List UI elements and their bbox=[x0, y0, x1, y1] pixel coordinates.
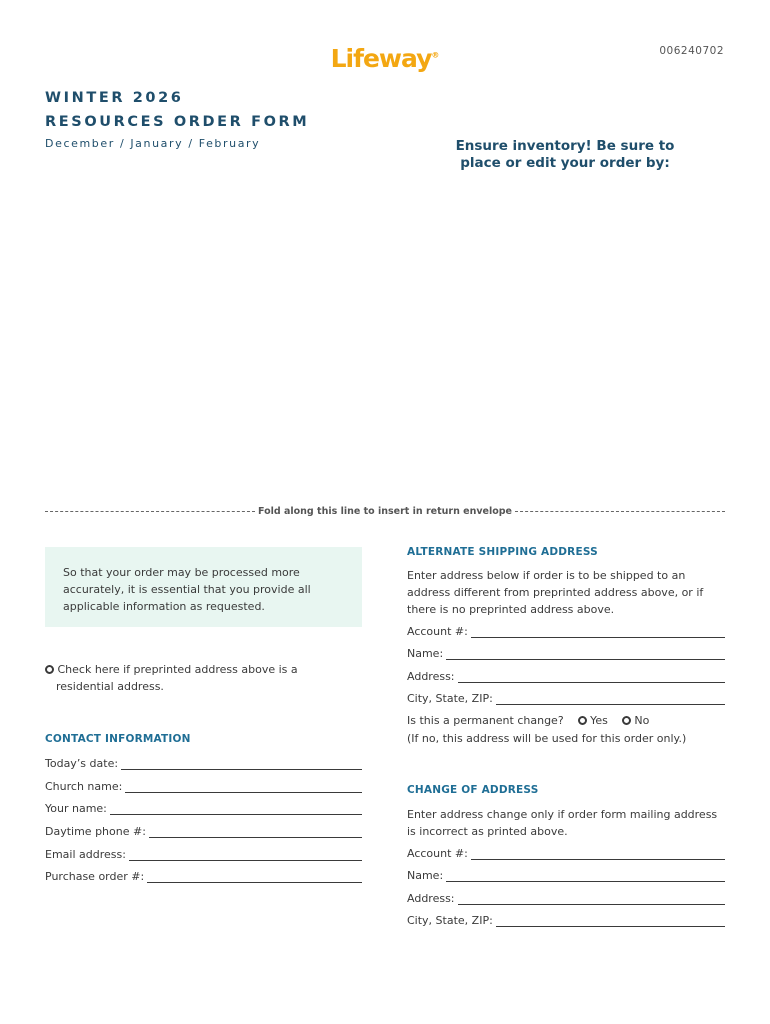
residential-label-line2: residential address. bbox=[56, 680, 164, 693]
alt-account-field[interactable]: Account #: bbox=[407, 622, 725, 638]
residential-radio-icon[interactable] bbox=[45, 665, 54, 674]
change-of-address-description: Enter address change only if order form mailing address is incorrect as printed above. bbox=[407, 808, 718, 838]
fold-instruction: Fold along this line to insert in return envelope bbox=[257, 506, 513, 517]
form-code: 006240702 bbox=[659, 45, 724, 57]
yes-label: Yes bbox=[590, 714, 608, 727]
change-city-state-zip-field[interactable]: City, State, ZIP: bbox=[407, 911, 725, 927]
your-name-field[interactable]: Your name: bbox=[45, 799, 362, 815]
todays-date-field[interactable]: Today’s date: bbox=[45, 754, 362, 770]
form-title-line1: WINTER 2026 bbox=[45, 90, 184, 106]
form-title-line2: RESOURCES ORDER FORM bbox=[45, 114, 310, 130]
alternate-shipping-heading: ALTERNATE SHIPPING ADDRESS bbox=[407, 546, 598, 558]
email-address-field[interactable]: Email address: bbox=[45, 845, 362, 861]
contact-fields bbox=[45, 754, 362, 883]
alternate-shipping-fields bbox=[407, 622, 725, 705]
contact-information-heading: CONTACT INFORMATION bbox=[45, 733, 191, 745]
residential-label-line1: Check here if preprinted address above is a bbox=[57, 663, 298, 676]
no-radio-icon[interactable] bbox=[622, 716, 631, 725]
alt-address-field[interactable]: Address: bbox=[407, 667, 725, 683]
residential-address-option[interactable] bbox=[45, 661, 305, 695]
notice-box: So that your order may be processed more accurately, it is essential that you provide all applicable information as requested. bbox=[45, 547, 362, 627]
permanent-change-question bbox=[407, 712, 727, 729]
permanent-change-label: Is this a permanent change? bbox=[407, 714, 564, 727]
alt-name-field[interactable]: Name: bbox=[407, 644, 725, 660]
change-of-address-fields bbox=[407, 844, 725, 927]
ensure-inventory-note bbox=[430, 138, 700, 172]
no-label: No bbox=[634, 714, 650, 727]
change-address-field[interactable]: Address: bbox=[407, 889, 725, 905]
church-name-field[interactable]: Church name: bbox=[45, 777, 362, 793]
logo-text: Lifeway bbox=[330, 44, 432, 73]
purchase-order-field[interactable]: Purchase order #: bbox=[45, 867, 362, 883]
fold-dashed-line-left bbox=[45, 511, 255, 512]
ensure-line1: Ensure inventory! Be sure to bbox=[455, 138, 675, 154]
change-of-address-heading: CHANGE OF ADDRESS bbox=[407, 784, 539, 796]
fold-dashed-line-right bbox=[515, 511, 725, 512]
daytime-phone-field[interactable]: Daytime phone #: bbox=[45, 822, 362, 838]
logo-registered-mark: ® bbox=[431, 50, 440, 60]
alt-city-state-zip-field[interactable]: City, State, ZIP: bbox=[407, 689, 725, 705]
yes-radio-icon[interactable] bbox=[578, 716, 587, 725]
change-account-field[interactable]: Account #: bbox=[407, 844, 725, 860]
ensure-line2: place or edit your order by: bbox=[460, 155, 670, 171]
change-name-field[interactable]: Name: bbox=[407, 866, 725, 882]
lifeway-logo bbox=[0, 44, 770, 73]
permanent-change-note: (If no, this address will be used for this order only.) bbox=[407, 732, 687, 745]
form-months: December / January / February bbox=[45, 137, 261, 150]
alternate-shipping-description: Enter address below if order is to be shipped to an address different from preprinted address above, or if there is no preprinted address above. bbox=[407, 569, 704, 616]
